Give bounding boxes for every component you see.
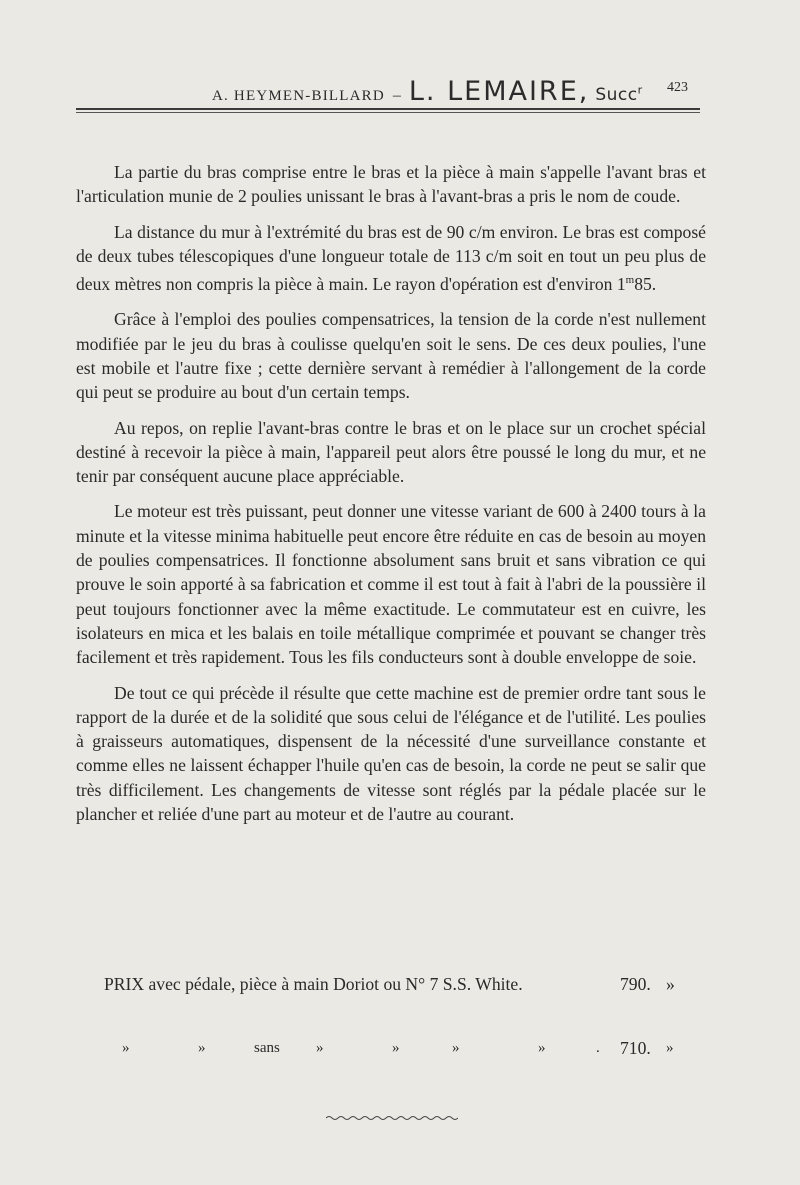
price-row-2-sans: sans — [254, 1040, 280, 1056]
page-number: 423 — [667, 80, 688, 95]
paragraph-4: Au repos, on replie l'avant-bras contre le bras et on le place sur un crochet spécial destiné à recevoir la pièce à main, l'appareil peut alors être poussé le long du mur, et ne tenir par conséquent aucune place appréciable. — [76, 417, 706, 487]
ditto-mark: » — [392, 1040, 400, 1056]
paragraph-3: Grâce à l'emploi des poulies compensatrices, la tension de la corde n'est nullement modifiée par le jeu du bras à coulisse quelqu'en soit le sens. De ces deux poulies, l'une est mobile et l'autre fixe ; cette dernière servant à remédier à l'allongement de la corde qui peut se produire au bout d'un certain temps. — [76, 309, 706, 403]
paragraph-2-text: La distance du mur à l'extrémité du bras est de 90 c/m environ. Le bras est composé de deux tubes télescopiques d'une longueur totale de 113 c/m soit en tout un peu plus de deux mètres non compris la pièce à main. Le rayon d'opération est d'environ 1 — [76, 221, 706, 295]
header-succ-sup: r — [637, 83, 643, 97]
ditto-mark: » — [198, 1040, 206, 1056]
wavy-ornament — [326, 1114, 458, 1122]
paragraph-2 — [76, 220, 706, 297]
paragraph-2-unit-sup: m — [625, 274, 635, 287]
header-successor — [595, 85, 642, 105]
ditto-mark: » — [452, 1040, 460, 1056]
header-author-a: A. HEYMEN-BILLARD — [212, 88, 385, 104]
header-rule-thick — [76, 108, 700, 110]
paragraph-6: De tout ce qui précède il résulte que cette machine est de premier ordre tant sous le rapport de la durée et de la solidité que sous celui de l'élégance et de l'utilité. Les poulies à graisseurs automatiques, dispensent de la nécessité d'une surveillance constante et comme elles ne laissent échapper l'huile qu'en cas de besoin, la corde ne peut se salir que très difficilement. Les changements de vitesse sont réglés par la pédale placée sur le plancher et reliée d'une part au moteur et de l'autre au courant. — [76, 682, 706, 824]
price-row-1-text: PRIX avec pédale, pièce à main Doriot ou N° 7 S.S. White. — [104, 974, 523, 994]
ditto-mark: » — [538, 1040, 546, 1056]
paragraph-1: La partie du bras comprise entre le bras et la pièce à main s'appelle l'avant bras et l'articulation munie de 2 poulies unissant le bras à l'avant-bras a pris le nom de coude. — [76, 162, 706, 207]
price-row-2-mark: » — [666, 1040, 674, 1056]
price-row-2 — [104, 1040, 704, 1066]
header-dash: – — [392, 87, 401, 104]
ditto-mark: » — [316, 1040, 324, 1056]
price-row-1 — [104, 974, 704, 1000]
header-rule-thin — [76, 112, 700, 113]
header-succ-text: Succ — [595, 85, 638, 105]
price-row-1-value: 790. — [620, 974, 651, 994]
price-row-2-value: 710. — [620, 1038, 651, 1058]
ditto-mark: » — [122, 1040, 130, 1056]
paragraph-5: Le moteur est très puissant, peut donner une vitesse variant de 600 à 2400 tours à la minute et la vitesse minima habituelle peut encore être réduite en cas de besoin au moyen de poulies compensatrices. Il fonctionne absolument sans bruit et sans vibration ce qui prouve le soin apporté à sa fabrication et comme il est tout à fait à l'abri de la poussière il peut toujours fonctionner avec la même exactitude. Le commutateur est en cuivre, les isolateurs en mica et les balais en toile métallique comprimée et pouvant se changer très facilement et très rapidement. Tous les fils conducteurs sont à double enveloppe de soie. — [76, 501, 706, 668]
running-header — [76, 72, 700, 108]
header-title — [212, 76, 643, 107]
header-author-b: L. LEMAIRE, — [408, 76, 590, 107]
paragraph-2-unit-after: 85. — [634, 274, 657, 295]
body-text — [76, 160, 706, 837]
leader-dot: . — [596, 1040, 600, 1056]
price-row-1-mark: » — [666, 974, 675, 994]
